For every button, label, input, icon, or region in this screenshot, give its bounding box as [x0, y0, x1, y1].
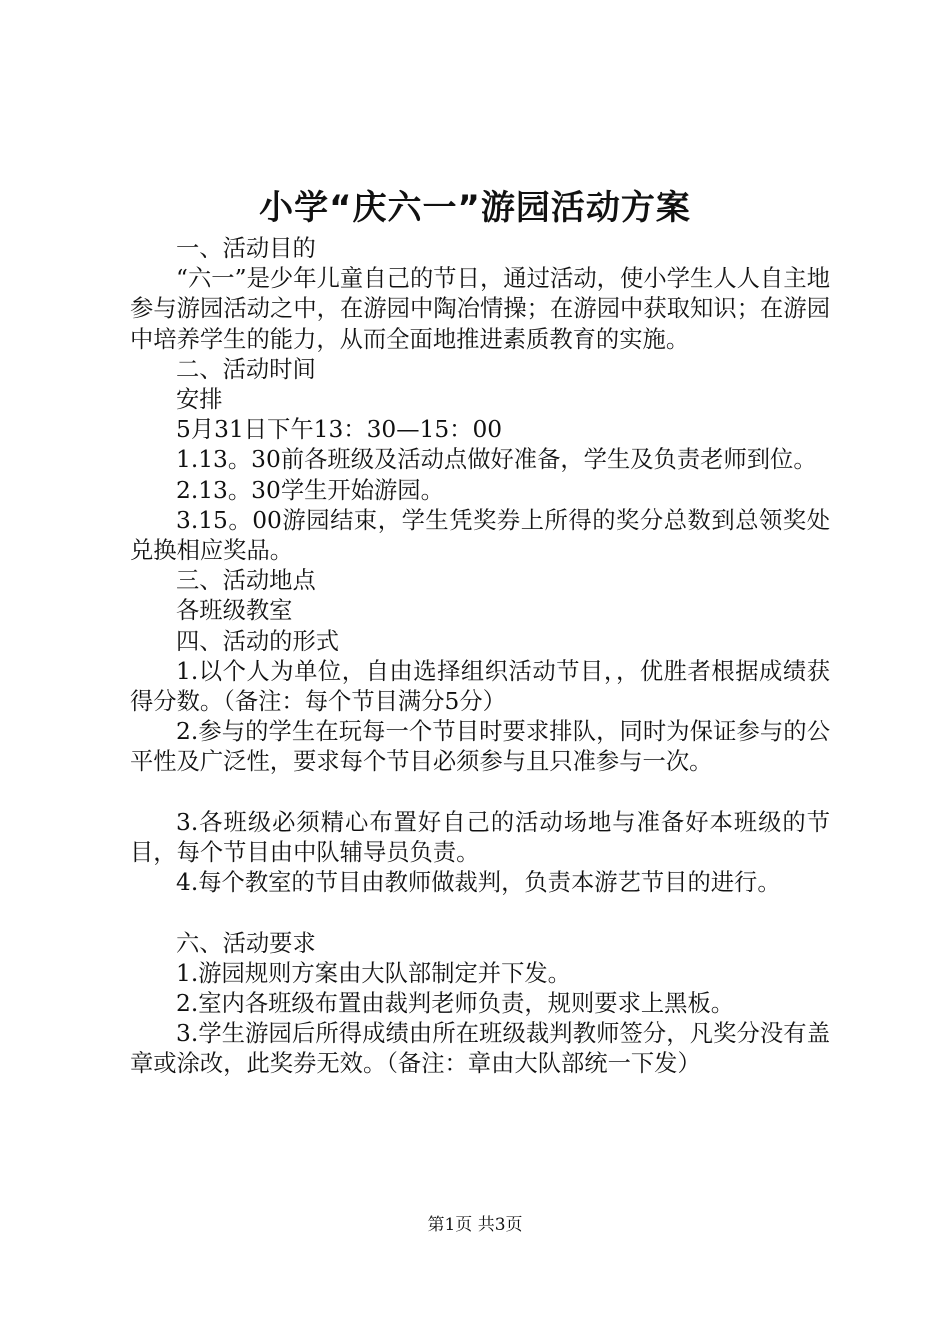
paragraph: 4.每个教室的节目由教师做裁判，负责本游艺节目的进行。 — [176, 869, 781, 897]
paragraph: 3.15。00游园结束，学生凭奖券上所得的奖分总数到总领奖处兑换相应奖品。 — [130, 506, 830, 565]
section-heading: 三、活动地点 — [176, 567, 316, 595]
section-heading: 二、活动时间 — [176, 355, 316, 383]
blank-line — [130, 778, 830, 808]
paragraph: 2.室内各班级布置由裁判老师负责，规则要求上黑板。 — [176, 990, 735, 1018]
paragraph: 各班级教室 — [176, 597, 293, 625]
paragraph: 2.参与的学生在玩每一个节目时要求排队，同时为保证参与的公平性及广泛性，要求每个节目必须参与且只准参与一次。 — [130, 718, 830, 776]
paragraph: 1.以个人为单位，自由选择组织活动节目，，优胜者根据成绩获得分数。（备注：每个节目满分5分） — [130, 657, 830, 716]
section-heading: 一、活动目的 — [176, 235, 316, 262]
paragraph: 1.游园规则方案由大队部制定并下发。 — [176, 959, 571, 987]
document-title: 小学“庆六一”游园活动方案 — [259, 188, 691, 228]
paragraph: “六一”是少年儿童自己的节日，通过活动，使小学生人人自主地参与游园活动之中，在游园中陶冶情操；在游园中获取知识；在游园中培养学生的能力，从而全面地推进素质教育的实施。 — [130, 265, 830, 353]
section-heading: 六、活动要求 — [176, 929, 316, 957]
blank-line — [130, 898, 830, 928]
paragraph: 3.学生游园后所得成绩由所在班级裁判教师签分，凡奖分没有盖章或涂改，此奖券无效。（备注：章由大队部统一下发） — [130, 1020, 830, 1078]
paragraph: 1.13。30前各班级及活动点做好准备，学生及负责老师到位。 — [176, 446, 817, 474]
paragraph: 5月31日下午13：30—15：00 — [176, 416, 503, 444]
paragraph: 2.13。30学生开始游园。 — [176, 476, 444, 504]
page-footer: 第1页 共3页 — [427, 1215, 523, 1235]
document-body — [130, 234, 830, 1080]
paragraph: 安排 — [176, 386, 223, 414]
section-heading: 四、活动的形式 — [176, 627, 340, 655]
paragraph: 3.各班级必须精心布置好自己的活动场地与准备好本班级的节目，每个节目由中队辅导员负责。 — [130, 808, 830, 867]
